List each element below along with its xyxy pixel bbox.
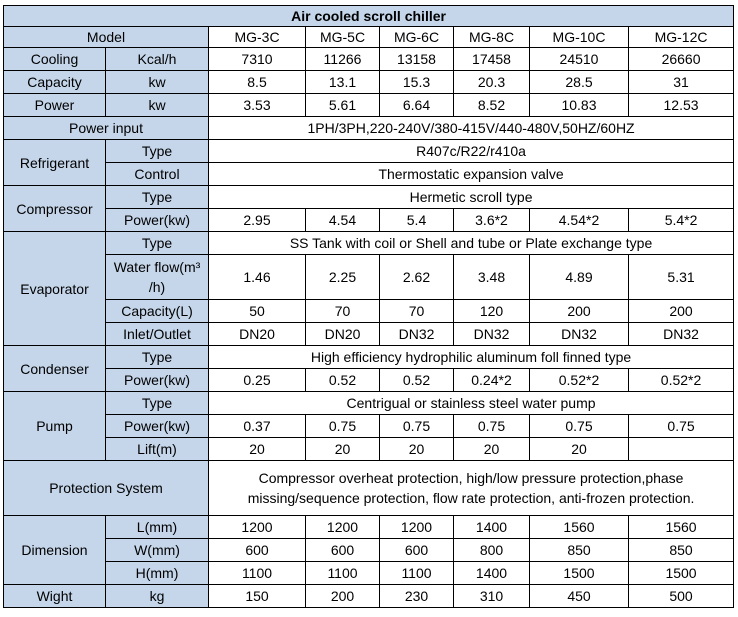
chiller-spec-table: [3, 5, 734, 608]
model-mg-10c: MG-10C: [530, 27, 629, 48]
cooling-kcal-value: 13158: [380, 48, 454, 71]
condenser-power-value: 0.52: [306, 369, 380, 392]
power-input-label: Power input: [4, 117, 209, 140]
compressor-type-label: Type: [106, 186, 209, 209]
condenser-type-value: High efficiency hydrophilic aluminum foll finned type: [209, 346, 734, 369]
cooling-kcal-value: 11266: [306, 48, 380, 71]
cooling-kcal-unit: Kcal/h: [106, 48, 209, 71]
dimension-h-value: 1100: [306, 562, 380, 585]
cooling-kw-value: 15.3: [380, 71, 454, 94]
evaporator-label: Evaporator: [4, 232, 106, 346]
compressor-type-value: Hermetic scroll type: [209, 186, 734, 209]
dimension-l-value: 1200: [209, 516, 306, 539]
refrigerant-label: Refrigerant: [4, 140, 106, 186]
evaporator-flow-label: [106, 255, 209, 300]
refrigerant-control-label: Control: [106, 163, 209, 186]
evaporator-inlet-value: DN32: [629, 323, 734, 346]
pump-lift-value: 20: [380, 438, 454, 461]
power-unit: kw: [106, 94, 209, 117]
evaporator-capacity-label: Capacity(L): [106, 300, 209, 323]
model-mg-5c: MG-5C: [306, 27, 380, 48]
weight-value: 310: [454, 585, 530, 608]
power-value: 5.61: [306, 94, 380, 117]
pump-type-label: Type: [106, 392, 209, 415]
condenser-power-value: 0.52*2: [530, 369, 629, 392]
condenser-power-value: 0.24*2: [454, 369, 530, 392]
pump-power-value: 0.75: [380, 415, 454, 438]
evaporator-inlet-value: DN20: [306, 323, 380, 346]
power-value: 6.64: [380, 94, 454, 117]
cooling-kw-value: 20.3: [454, 71, 530, 94]
dimension-w-value: 600: [209, 539, 306, 562]
evaporator-flow-value: 2.25: [306, 255, 380, 300]
weight-label: Wight: [4, 585, 106, 608]
evaporator-capacity-value: 200: [629, 300, 734, 323]
dimension-l-value: 1400: [454, 516, 530, 539]
cooling-kw-unit: kw: [106, 71, 209, 94]
pump-lift-value: [629, 438, 734, 461]
dimension-l-value: 1560: [530, 516, 629, 539]
pump-power-value: 0.75: [530, 415, 629, 438]
protection-line1: Compressor overheat protection, high/low pressure protection,phase: [258, 470, 684, 486]
power-value: 12.53: [629, 94, 734, 117]
pump-label: Pump: [4, 392, 106, 461]
protection-line2: missing/sequence protection, flow rate protection, anti-frozen protection.: [247, 490, 695, 506]
model-mg-6c: MG-6C: [380, 27, 454, 48]
weight-value: 200: [306, 585, 380, 608]
cooling-kcal-value: 24510: [530, 48, 629, 71]
table-title: Air cooled scroll chiller: [4, 6, 734, 27]
evaporator-inlet-value: DN32: [380, 323, 454, 346]
compressor-power-value: 5.4: [380, 209, 454, 232]
compressor-power-label: Power(kw): [106, 209, 209, 232]
evaporator-flow-value: 1.46: [209, 255, 306, 300]
evaporator-inlet-label: Inlet/Outlet: [106, 323, 209, 346]
dimension-w-label: W(mm): [106, 539, 209, 562]
compressor-power-value: 4.54*2: [530, 209, 629, 232]
condenser-power-value: 0.52*2: [629, 369, 734, 392]
power-value: 8.52: [454, 94, 530, 117]
evaporator-flow-value: 3.48: [454, 255, 530, 300]
refrigerant-control-value: Thermostatic expansion valve: [209, 163, 734, 186]
pump-power-value: 0.75: [306, 415, 380, 438]
dimension-w-value: 600: [380, 539, 454, 562]
power-value: 10.83: [530, 94, 629, 117]
pump-lift-value: 20: [209, 438, 306, 461]
refrigerant-type-value: R407c/R22/r410a: [209, 140, 734, 163]
weight-value: 500: [629, 585, 734, 608]
evaporator-capacity-value: 70: [306, 300, 380, 323]
dimension-l-value: 1200: [306, 516, 380, 539]
dimension-l-value: 1200: [380, 516, 454, 539]
cooling-kw-value: 13.1: [306, 71, 380, 94]
cooling-kcal-value: 17458: [454, 48, 530, 71]
evaporator-type-value: SS Tank with coil or Shell and tube or Plate exchange type: [209, 232, 734, 255]
dimension-h-label: H(mm): [106, 562, 209, 585]
weight-unit: kg: [106, 585, 209, 608]
protection-label: Protection System: [4, 461, 209, 516]
pump-power-value: 0.75: [454, 415, 530, 438]
cooling-kcal-value: 26660: [629, 48, 734, 71]
condenser-power-label: Power(kw): [106, 369, 209, 392]
condenser-label: Condenser: [4, 346, 106, 392]
cooling-kcal-value: 7310: [209, 48, 306, 71]
dimension-l-value: 1560: [629, 516, 734, 539]
model-mg-8c: MG-8C: [454, 27, 530, 48]
compressor-power-value: 3.6*2: [454, 209, 530, 232]
compressor-power-value: 4.54: [306, 209, 380, 232]
pump-power-value: 0.37: [209, 415, 306, 438]
refrigerant-type-label: Type: [106, 140, 209, 163]
compressor-label: Compressor: [4, 186, 106, 232]
evaporator-flow-label-line1: Water flow(m³: [113, 259, 201, 275]
compressor-power-value: 5.4*2: [629, 209, 734, 232]
weight-value: 150: [209, 585, 306, 608]
evaporator-flow-value: 4.89: [530, 255, 629, 300]
condenser-type-label: Type: [106, 346, 209, 369]
evaporator-type-label: Type: [106, 232, 209, 255]
pump-type-value: Centrigual or stainless steel water pump: [209, 392, 734, 415]
cooling-kw-value: 28.5: [530, 71, 629, 94]
dimension-h-value: 1100: [209, 562, 306, 585]
dimension-w-value: 600: [306, 539, 380, 562]
dimension-h-value: 1500: [530, 562, 629, 585]
condenser-power-value: 0.25: [209, 369, 306, 392]
weight-value: 450: [530, 585, 629, 608]
evaporator-inlet-value: DN32: [530, 323, 629, 346]
cooling-label: Cooling: [4, 48, 106, 71]
evaporator-inlet-value: DN20: [209, 323, 306, 346]
dimension-l-label: L(mm): [106, 516, 209, 539]
cooling-kw-value: 31: [629, 71, 734, 94]
evaporator-capacity-value: 200: [530, 300, 629, 323]
pump-lift-value: 20: [454, 438, 530, 461]
power-label: Power: [4, 94, 106, 117]
dimension-w-value: 850: [629, 539, 734, 562]
evaporator-flow-value: 2.62: [380, 255, 454, 300]
protection-value: [209, 461, 734, 516]
evaporator-capacity-value: 70: [380, 300, 454, 323]
pump-lift-value: 20: [530, 438, 629, 461]
model-header-label: Model: [4, 27, 209, 48]
compressor-power-value: 2.95: [209, 209, 306, 232]
dimension-h-value: 1500: [629, 562, 734, 585]
evaporator-flow-label-line2: /h): [148, 279, 166, 295]
cooling-kw-value: 8.5: [209, 71, 306, 94]
pump-power-label: Power(kw): [106, 415, 209, 438]
capacity-label: Capacity: [4, 71, 106, 94]
dimension-w-value: 800: [454, 539, 530, 562]
pump-power-value: 0.75: [629, 415, 734, 438]
evaporator-capacity-value: 50: [209, 300, 306, 323]
evaporator-inlet-value: DN32: [454, 323, 530, 346]
condenser-power-value: 0.52: [380, 369, 454, 392]
dimension-w-value: 850: [530, 539, 629, 562]
dimension-h-value: 1100: [380, 562, 454, 585]
model-mg-3c: MG-3C: [209, 27, 306, 48]
weight-value: 230: [380, 585, 454, 608]
pump-lift-label: Lift(m): [106, 438, 209, 461]
pump-lift-value: 20: [306, 438, 380, 461]
power-value: 3.53: [209, 94, 306, 117]
model-mg-12c: MG-12C: [629, 27, 734, 48]
evaporator-flow-value: 5.31: [629, 255, 734, 300]
power-input-value: 1PH/3PH,220-240V/380-415V/440-480V,50HZ/60HZ: [209, 117, 734, 140]
dimension-label: Dimension: [4, 516, 106, 585]
evaporator-capacity-value: 120: [454, 300, 530, 323]
dimension-h-value: 1400: [454, 562, 530, 585]
